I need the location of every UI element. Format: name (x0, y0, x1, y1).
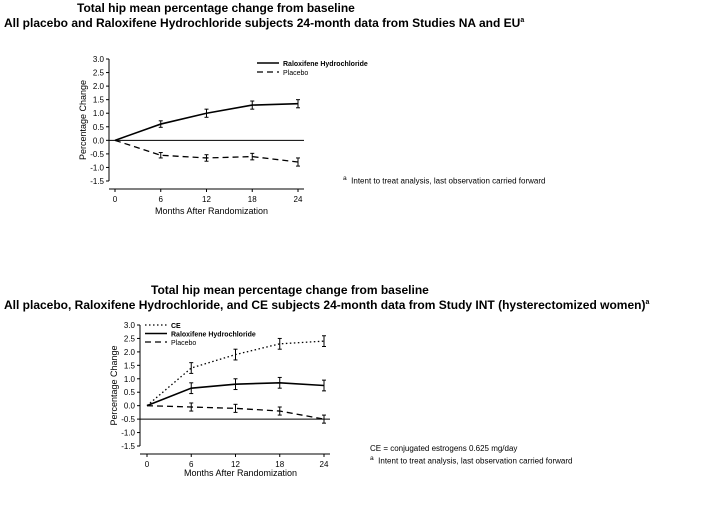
chart1-x-tick-label: 6 (158, 195, 163, 204)
chart2-y-tick-label: -1.0 (121, 428, 135, 438)
chart1-y-tick-label: 0.5 (92, 122, 104, 132)
chart1-x-tick-label: 24 (293, 195, 303, 204)
chart1-subtitle-marker: a (520, 17, 525, 24)
chart1-y-tick-label: 2.0 (92, 82, 104, 92)
chart1-y-axis-label: Percentage Change (78, 79, 88, 161)
chart2-x-tick-label: 6 (189, 460, 194, 469)
chart2-y-tick-label: -0.5 (121, 415, 135, 425)
chart2-legend-label-ce: CE (171, 323, 181, 330)
chart2-y-tick-label: 2.0 (123, 347, 135, 357)
chart2-y-tick-label: 3.0 (123, 321, 135, 330)
chart2-x-tick-label: 18 (275, 460, 285, 469)
chart1-x-axis-label: Months After Randomization (154, 206, 269, 216)
chart1-y-tick-label: 3.0 (92, 55, 104, 64)
chart1-y-tick-label: 0.0 (92, 136, 104, 146)
chart1-x-tick-label: 18 (247, 195, 257, 204)
chart1-y-tick-label: 1.5 (92, 95, 104, 105)
chart2-x-tick-label: 24 (319, 460, 329, 469)
chart1-y-tick-label: 1.0 (92, 109, 104, 119)
chart2-y-tick-label: -1.5 (121, 442, 135, 451)
chart2-subtitle-marker: a (645, 299, 650, 306)
chart1-y-tick-label: -0.5 (90, 149, 104, 159)
chart1-y-tick-label: -1.0 (90, 163, 104, 173)
chart1-footnote: $^a$ Intent to treat analysis, last observation carried forward (343, 175, 546, 186)
chart2-y-tick-label: 1.0 (123, 374, 135, 384)
chart2-x-tick-label: 0 (144, 460, 150, 469)
chart2-footnote-ce: CE = conjugated estrogens 0.625 mg/day (370, 444, 518, 453)
chart2-y-tick-label: 0.0 (123, 401, 135, 411)
chart2-y-tick-label: 2.5 (123, 334, 135, 344)
chart2-x-axis-label: Months After Randomization (183, 468, 298, 478)
chart2-y-axis-label: Percentage Change (109, 345, 119, 426)
chart2-legend-label-raloxifene-hydrochloride: Raloxifene Hydrochloride (171, 331, 256, 339)
chart2-y-tick-label: 0.5 (123, 388, 135, 398)
chart2-x-tick-label: 12 (231, 460, 240, 469)
chart2-title: Total hip mean percentage change from baseline (151, 283, 429, 297)
chart1-legend-label-placebo: Placebo (283, 70, 309, 77)
chart1-x-tick-label: 0 (112, 195, 118, 204)
chart2-y-tick-label: 1.5 (123, 361, 135, 371)
chart1-y-tick-label: 2.5 (92, 68, 104, 78)
chart2-subtitle: All placebo, Raloxifene Hydrochloride, and CE subjects 24-month data from Study INT (hysterectomized women)$^a$ (4, 298, 650, 312)
chart2-legend-label-placebo: Placebo (171, 340, 197, 347)
chart1-y-tick-label: -1.5 (90, 177, 104, 186)
chart2-footnote: $^a$ Intent to treat analysis, last observation carried forward (370, 455, 573, 466)
chart1-title: Total hip mean percentage change from baseline (77, 1, 355, 15)
chart1-legend-label-raloxifene-hydrochloride: Raloxifene Hydrochloride (283, 61, 368, 68)
chart1-x-tick-label: 12 (202, 195, 211, 204)
chart1-subtitle: All placebo and Raloxifene Hydrochloride subjects 24-month data from Studies NA and $EU^a$ (4, 16, 525, 30)
